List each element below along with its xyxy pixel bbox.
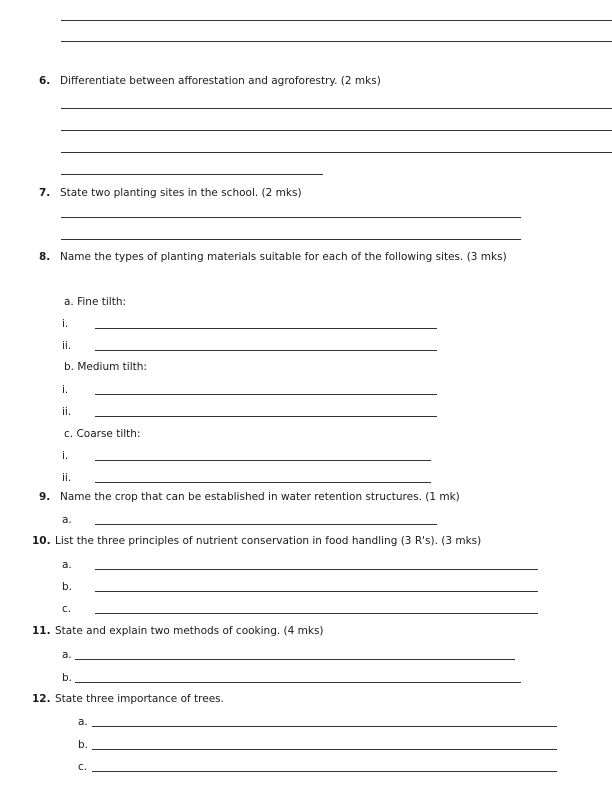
option-a: a. xyxy=(62,649,72,661)
answer-line[interactable] xyxy=(61,108,612,109)
answer-line[interactable] xyxy=(92,771,557,772)
answer-line[interactable] xyxy=(61,217,521,218)
answer-line[interactable] xyxy=(95,416,437,417)
option-b: b. xyxy=(62,581,73,593)
answer-line[interactable] xyxy=(95,350,437,351)
answer-line[interactable] xyxy=(95,591,538,592)
roman-ii: ii. xyxy=(62,406,72,418)
answer-line[interactable] xyxy=(61,174,323,175)
answer-line[interactable] xyxy=(95,524,437,525)
answer-line[interactable] xyxy=(61,239,521,240)
roman-i: i. xyxy=(62,450,69,462)
question-10-number: 10. xyxy=(32,535,51,547)
answer-line[interactable] xyxy=(95,328,437,329)
question-9-number: 9. xyxy=(39,491,51,503)
question-7-number: 7. xyxy=(39,187,51,199)
answer-line[interactable] xyxy=(95,460,431,461)
answer-line[interactable] xyxy=(95,613,538,614)
option-a: a. xyxy=(78,716,88,728)
fine-tilth-label: a. Fine tilth: xyxy=(64,296,127,308)
answer-line[interactable] xyxy=(75,659,515,660)
question-7-text: State two planting sites in the school. (2 mks) xyxy=(60,187,302,199)
question-10-text: List the three principles of nutrient conservation in food handling (3 R's). (3 mks) xyxy=(55,535,482,547)
answer-line[interactable] xyxy=(92,749,557,750)
option-a: a. xyxy=(62,559,72,571)
option-b: b. xyxy=(78,739,89,751)
answer-line[interactable] xyxy=(61,41,612,42)
answer-line[interactable] xyxy=(92,726,557,727)
option-b: b. xyxy=(62,672,73,684)
roman-ii: ii. xyxy=(62,340,72,352)
question-9-text: Name the crop that can be established in water retention structures. (1 mk) xyxy=(60,491,460,503)
question-12-text: State three importance of trees. xyxy=(55,693,224,705)
roman-ii: ii. xyxy=(62,472,72,484)
question-11-number: 11. xyxy=(32,625,51,637)
option-c: c. xyxy=(62,603,72,615)
answer-line[interactable] xyxy=(61,152,612,153)
roman-i: i. xyxy=(62,384,69,396)
medium-tilth-label: b. Medium tilth: xyxy=(64,361,147,373)
answer-line[interactable] xyxy=(95,569,538,570)
question-6-text: Differentiate between afforestation and agroforestry. (2 mks) xyxy=(60,75,381,87)
answer-line[interactable] xyxy=(75,682,521,683)
option-a: a. xyxy=(62,514,72,526)
coarse-tilth-label: c. Coarse tilth: xyxy=(64,428,141,440)
option-c: c. xyxy=(78,761,88,773)
question-6-number: 6. xyxy=(39,75,51,87)
answer-line[interactable] xyxy=(61,20,612,21)
answer-line[interactable] xyxy=(61,130,612,131)
roman-i: i. xyxy=(62,318,69,330)
answer-line[interactable] xyxy=(95,482,431,483)
answer-line[interactable] xyxy=(95,394,437,395)
question-8-number: 8. xyxy=(39,251,51,263)
question-11-text: State and explain two methods of cooking. (4 mks) xyxy=(55,625,324,637)
question-8-text: Name the types of planting materials suitable for each of the following sites. (3 mks) xyxy=(60,251,507,263)
question-12-number: 12. xyxy=(32,693,51,705)
